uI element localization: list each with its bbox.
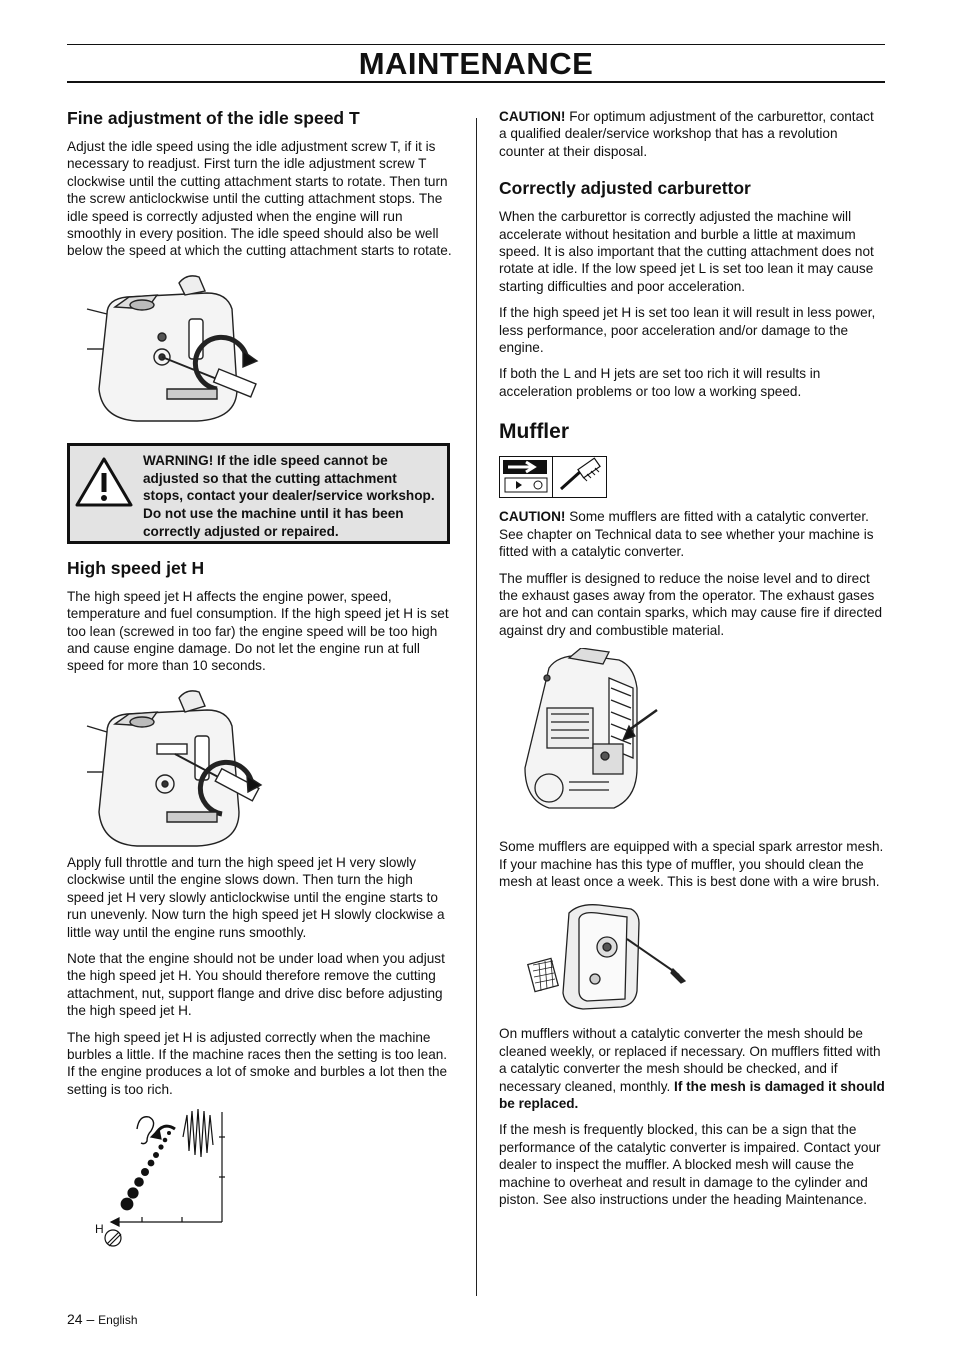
carburettor-text-2: If the high speed jet H is set too lean it will result in less power, less performance, poor acceleration and/or damage to the engine. (499, 305, 876, 356)
carburettor-heading: Correctly adjusted carburettor (499, 178, 751, 199)
right-column (499, 108, 885, 1217)
wire-brush-icon (553, 456, 607, 498)
muffler-heading: Muffler (499, 420, 569, 444)
header-rule-top (67, 44, 885, 45)
high-speed-text-3: Note that the engine should not be under load when you adjust the high speed jet H. You should therefore remove the cutting attachment, nut, support flange and drive disc before adjusting the high speed jet H. (67, 950, 445, 1019)
arrow-engine-icon (499, 456, 553, 498)
carburettor-text-1: When the carburettor is correctly adjusted the machine will accelerate without hesitation and burble a little at maximum speed. It is also important that the cutting attachment does not rotate at idle. If the low speed jet L is set too lean it may cause starting difficulties and poor acceleration. (499, 209, 874, 294)
page-number: 24 (67, 1311, 83, 1327)
muffler-engine-figure (499, 648, 885, 830)
footer-language: English (98, 1313, 138, 1327)
high-speed-text-1: The high speed jet H affects the engine power, speed, temperature and fuel consumption. If the high speed jet H is set too lean (screwed in too far) the engine speed will be too high and cause engine damage. Do not let the engine run at full speed for more than 10 seconds. (67, 588, 449, 674)
page-title: MAINTENANCE (358, 46, 594, 81)
muffler-text-4: If the mesh is frequently blocked, this can be a sign that the performance of the catalytic converter is impaired. Contact your dealer to inspect the muffler. A blocked mesh will cause the machine to overheat and result in damage to the cylinder and piston. See also instructions under the heading Maintenance. (499, 1122, 881, 1207)
high-speed-jet-figure (67, 684, 452, 854)
caution-catalytic-text: Some mufflers are fitted with a catalytic converter. See chapter on Technical data to see whether your machine is fitted with a catalytic converter. (499, 509, 874, 560)
idle-speed-text: Adjust the idle speed using the idle adjustment screw T, if it is necessary to readjust. First turn the idle adjustment screw T clockwise until the cutting attachment starts to rotate. Then turn the screw anticlockwise until the cutting attachment stops. The idle speed is correctly adjusted when the engine will run smoothly in every position. The idle speed should also be well below the speed at which the cutting attachment starts to rotate. (67, 139, 452, 259)
idle-speed-heading: Fine adjustment of the idle speed T (67, 108, 360, 128)
idle-adjustment-figure (67, 269, 452, 429)
caution-label-2: CAUTION! (499, 509, 566, 525)
graph-label-h: H (95, 1222, 104, 1237)
burble-speed-graph (67, 1107, 452, 1252)
screw-icon (105, 1230, 121, 1246)
caution-carburettor-text: For optimum adjustment of the carburettor, contact a qualified dealer/service workshop that has a revolution counter at their disposal. (499, 109, 874, 159)
maintenance-pictogram (499, 456, 885, 498)
muffler-text-3-bold: If the mesh is damaged it should be replaced. (499, 1078, 885, 1111)
muffler-text-3-regular: On mufflers without a catalytic converter the mesh should be cleaned weekly, or replaced if necessary. On mufflers fitted with a catalytic converter the mesh should be checked, and if necessary cleaned, monthly. (499, 1026, 881, 1094)
caution-catalytic (499, 508, 885, 560)
high-speed-text-4: The high speed jet H is adjusted correctly when the machine burbles a little. If the machine races then the setting is too lean. If the engine produces a lot of smoke and burbles a lot then the setting is too rich. (67, 1029, 448, 1097)
carburettor-text-3: If both the L and H jets are set too rich it will results in acceleration problems or too low a working speed. (499, 366, 821, 399)
warning-text: WARNING! If the idle speed cannot be adjusted so that the cutting attachment stops, contact your dealer/service workshop. Do not use the machine until it has been correctly adjusted or repaired. (143, 452, 435, 540)
muffler-text-1: The muffler is designed to reduce the noise level and to direct the exhaust gases away from the operator. The exhaust gases are hot and can contain sparks, which may cause fire if directed against dry and combustible material. (499, 570, 883, 638)
spark-arrestor-figure (499, 899, 885, 1019)
warning-triangle-icon (74, 456, 134, 508)
page-footer (67, 1311, 138, 1327)
caution-carburettor (499, 108, 885, 160)
caution-label: CAUTION! (499, 109, 566, 124)
left-column (67, 108, 452, 1252)
column-divider (476, 118, 477, 1296)
header-rule-bottom (67, 81, 885, 83)
warning-box (67, 443, 450, 544)
high-speed-heading: High speed jet H (67, 557, 205, 578)
footer-dash: – (82, 1311, 99, 1327)
muffler-text-3 (499, 1025, 885, 1112)
high-speed-text-2: Apply full throttle and turn the high speed jet H very slowly clockwise until the engine slows down. Then turn the high speed jet H very slowly anticlockwise until the engine starts to run unevenly. Now turn the high speed jet H slowly clockwise a little way until the engine runs smoothly. (67, 854, 445, 940)
muffler-text-2: Some mufflers are equipped with a special spark arrestor mesh. If your machine has this type of muffler, you should clean the mesh at least once a week. This is best done with a wire brush. (499, 839, 884, 889)
